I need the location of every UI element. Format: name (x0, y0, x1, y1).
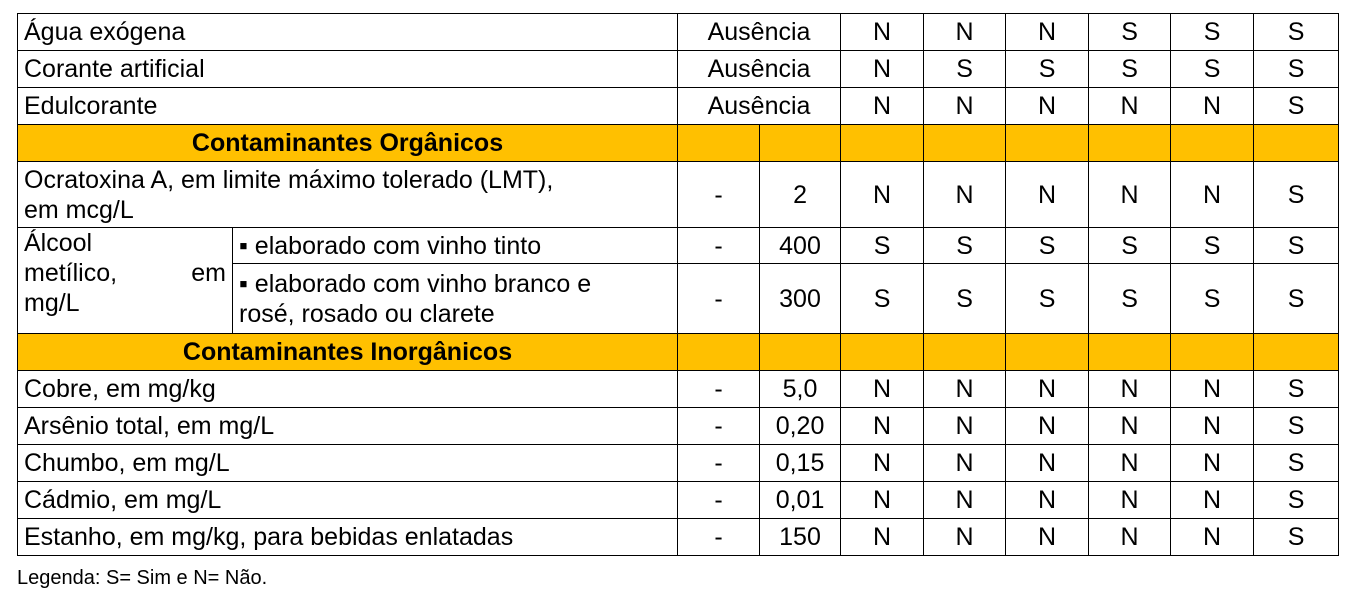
flag-cell: S (1171, 14, 1254, 51)
section-empty-cell (1089, 334, 1171, 371)
flag-cell: N (924, 445, 1006, 482)
sub-label: ▪ elaborado com vinho tinto (233, 228, 678, 264)
flag-cell: N (1171, 445, 1254, 482)
row-label: Chumbo, em mg/L (18, 445, 678, 482)
sub-label-line: ▪ elaborado com vinho branco e (239, 269, 592, 298)
dash-cell: - (678, 445, 760, 482)
section-empty-cell (1254, 334, 1339, 371)
flag-cell: N (924, 162, 1006, 228)
flag-cell: N (1006, 408, 1089, 445)
flag-cell: N (841, 162, 924, 228)
section-title-inorganic: Contaminantes Inorgânicos (18, 334, 678, 371)
flag-cell: N (1006, 162, 1089, 228)
flag-cell: S (1089, 14, 1171, 51)
flag-cell: N (1006, 519, 1089, 556)
standards-table (17, 13, 1339, 556)
flag-cell: N (1089, 88, 1171, 125)
flag-cell: S (924, 228, 1006, 264)
row-label (18, 162, 678, 228)
flag-cell: S (841, 228, 924, 264)
flag-cell: N (841, 445, 924, 482)
flag-cell: N (1089, 519, 1171, 556)
flag-cell: S (1254, 445, 1339, 482)
flag-cell: S (1254, 14, 1339, 51)
flag-cell: S (1171, 228, 1254, 264)
flag-cell: N (1006, 371, 1089, 408)
flag-cell: N (924, 88, 1006, 125)
limit-cell: 400 (760, 228, 841, 264)
row-label: Corante artificial (18, 51, 678, 88)
dash-cell: - (678, 519, 760, 556)
flag-cell: S (1254, 162, 1339, 228)
sub-label (233, 264, 678, 334)
section-empty-cell (1171, 125, 1254, 162)
flag-cell: N (841, 371, 924, 408)
row-label-line: Álcool (24, 229, 93, 257)
flag-cell: N (841, 88, 924, 125)
flag-cell: S (1254, 88, 1339, 125)
section-empty-cell (1171, 334, 1254, 371)
section-empty-cell (841, 334, 924, 371)
table-row (18, 445, 1339, 482)
flag-cell: N (1089, 162, 1171, 228)
flag-cell: N (1089, 408, 1171, 445)
limit-cell: Ausência (678, 88, 841, 125)
limit-cell: 150 (760, 519, 841, 556)
flag-cell: S (1171, 264, 1254, 334)
flag-cell: N (841, 519, 924, 556)
flag-cell: N (1006, 88, 1089, 125)
row-label: Cobre, em mg/kg (18, 371, 678, 408)
table-row (18, 371, 1339, 408)
limit-cell: Ausência (678, 14, 841, 51)
flag-cell: N (924, 519, 1006, 556)
row-label: Cádmio, em mg/L (18, 482, 678, 519)
flag-cell: S (1254, 371, 1339, 408)
table-row (18, 519, 1339, 556)
flag-cell: N (1171, 371, 1254, 408)
flag-cell: N (841, 482, 924, 519)
limit-cell: 0,15 (760, 445, 841, 482)
section-header-row (18, 125, 1339, 162)
dash-cell: - (678, 228, 760, 264)
flag-cell: S (1254, 519, 1339, 556)
flag-cell: N (1171, 162, 1254, 228)
flag-cell: N (1171, 88, 1254, 125)
row-label-line: em mcg/L (24, 195, 134, 224)
section-empty-cell (924, 125, 1006, 162)
dash-cell: - (678, 264, 760, 334)
limit-cell: 5,0 (760, 371, 841, 408)
row-label-line: Ocratoxina A, em limite máximo tolerado (LMT), (24, 165, 554, 194)
flag-cell: N (841, 51, 924, 88)
flag-cell: N (1171, 519, 1254, 556)
flag-cell: S (1006, 51, 1089, 88)
row-label: Edulcorante (18, 88, 678, 125)
dash-cell: - (678, 408, 760, 445)
section-empty-cell (841, 125, 924, 162)
section-header-row (18, 334, 1339, 371)
section-empty-cell (1006, 125, 1089, 162)
flag-cell: N (924, 14, 1006, 51)
row-label: Água exógena (18, 14, 678, 51)
flag-cell: S (924, 51, 1006, 88)
flag-cell: N (924, 408, 1006, 445)
section-empty-cell (1089, 125, 1171, 162)
flag-cell: S (1089, 228, 1171, 264)
flag-cell: N (1171, 408, 1254, 445)
limit-cell: 0,01 (760, 482, 841, 519)
section-empty-cell (1254, 125, 1339, 162)
table-row (18, 162, 1339, 228)
table-row (18, 14, 1339, 51)
flag-cell: N (1089, 445, 1171, 482)
flag-cell: N (841, 14, 924, 51)
section-empty-cell (678, 334, 760, 371)
flag-cell: S (1006, 264, 1089, 334)
row-label: Estanho, em mg/kg, para bebidas enlatadas (18, 519, 678, 556)
flag-cell: S (841, 264, 924, 334)
sub-label-line: rosé, rosado ou clarete (239, 299, 495, 328)
flag-cell: N (1006, 445, 1089, 482)
section-empty-cell (760, 125, 841, 162)
section-empty-cell (924, 334, 1006, 371)
section-title-organic: Contaminantes Orgânicos (18, 125, 678, 162)
row-label-word: metílico, (24, 259, 118, 287)
flag-cell: S (1089, 264, 1171, 334)
dash-cell: - (678, 162, 760, 228)
limit-cell: 2 (760, 162, 841, 228)
flag-cell: S (1254, 51, 1339, 88)
flag-cell: S (1254, 408, 1339, 445)
flag-cell: S (1254, 264, 1339, 334)
limit-cell: Ausência (678, 51, 841, 88)
table-row (18, 408, 1339, 445)
flag-cell: N (1089, 482, 1171, 519)
flag-cell: S (1006, 228, 1089, 264)
row-label-line: mg/L (24, 289, 80, 317)
row-label-line (24, 258, 226, 288)
row-label: Arsênio total, em mg/L (18, 408, 678, 445)
section-empty-cell (1006, 334, 1089, 371)
flag-cell: N (924, 482, 1006, 519)
flag-cell: S (1254, 482, 1339, 519)
flag-cell: N (841, 408, 924, 445)
dash-cell: - (678, 371, 760, 408)
table-row (18, 228, 1339, 264)
flag-cell: S (1171, 51, 1254, 88)
table-row (18, 482, 1339, 519)
flag-cell: S (1089, 51, 1171, 88)
row-label-alcool (18, 228, 233, 334)
section-empty-cell (760, 334, 841, 371)
legend-text: Legenda: S= Sim e N= Não. (17, 567, 268, 589)
flag-cell: N (1171, 482, 1254, 519)
flag-cell: S (1254, 228, 1339, 264)
row-label-word: em (191, 259, 226, 287)
dash-cell: - (678, 482, 760, 519)
table-row (18, 51, 1339, 88)
table-row (18, 88, 1339, 125)
limit-cell: 300 (760, 264, 841, 334)
limit-cell: 0,20 (760, 408, 841, 445)
flag-cell: N (1006, 14, 1089, 51)
section-empty-cell (678, 125, 760, 162)
flag-cell: N (1006, 482, 1089, 519)
flag-cell: N (1089, 371, 1171, 408)
flag-cell: S (924, 264, 1006, 334)
flag-cell: N (924, 371, 1006, 408)
